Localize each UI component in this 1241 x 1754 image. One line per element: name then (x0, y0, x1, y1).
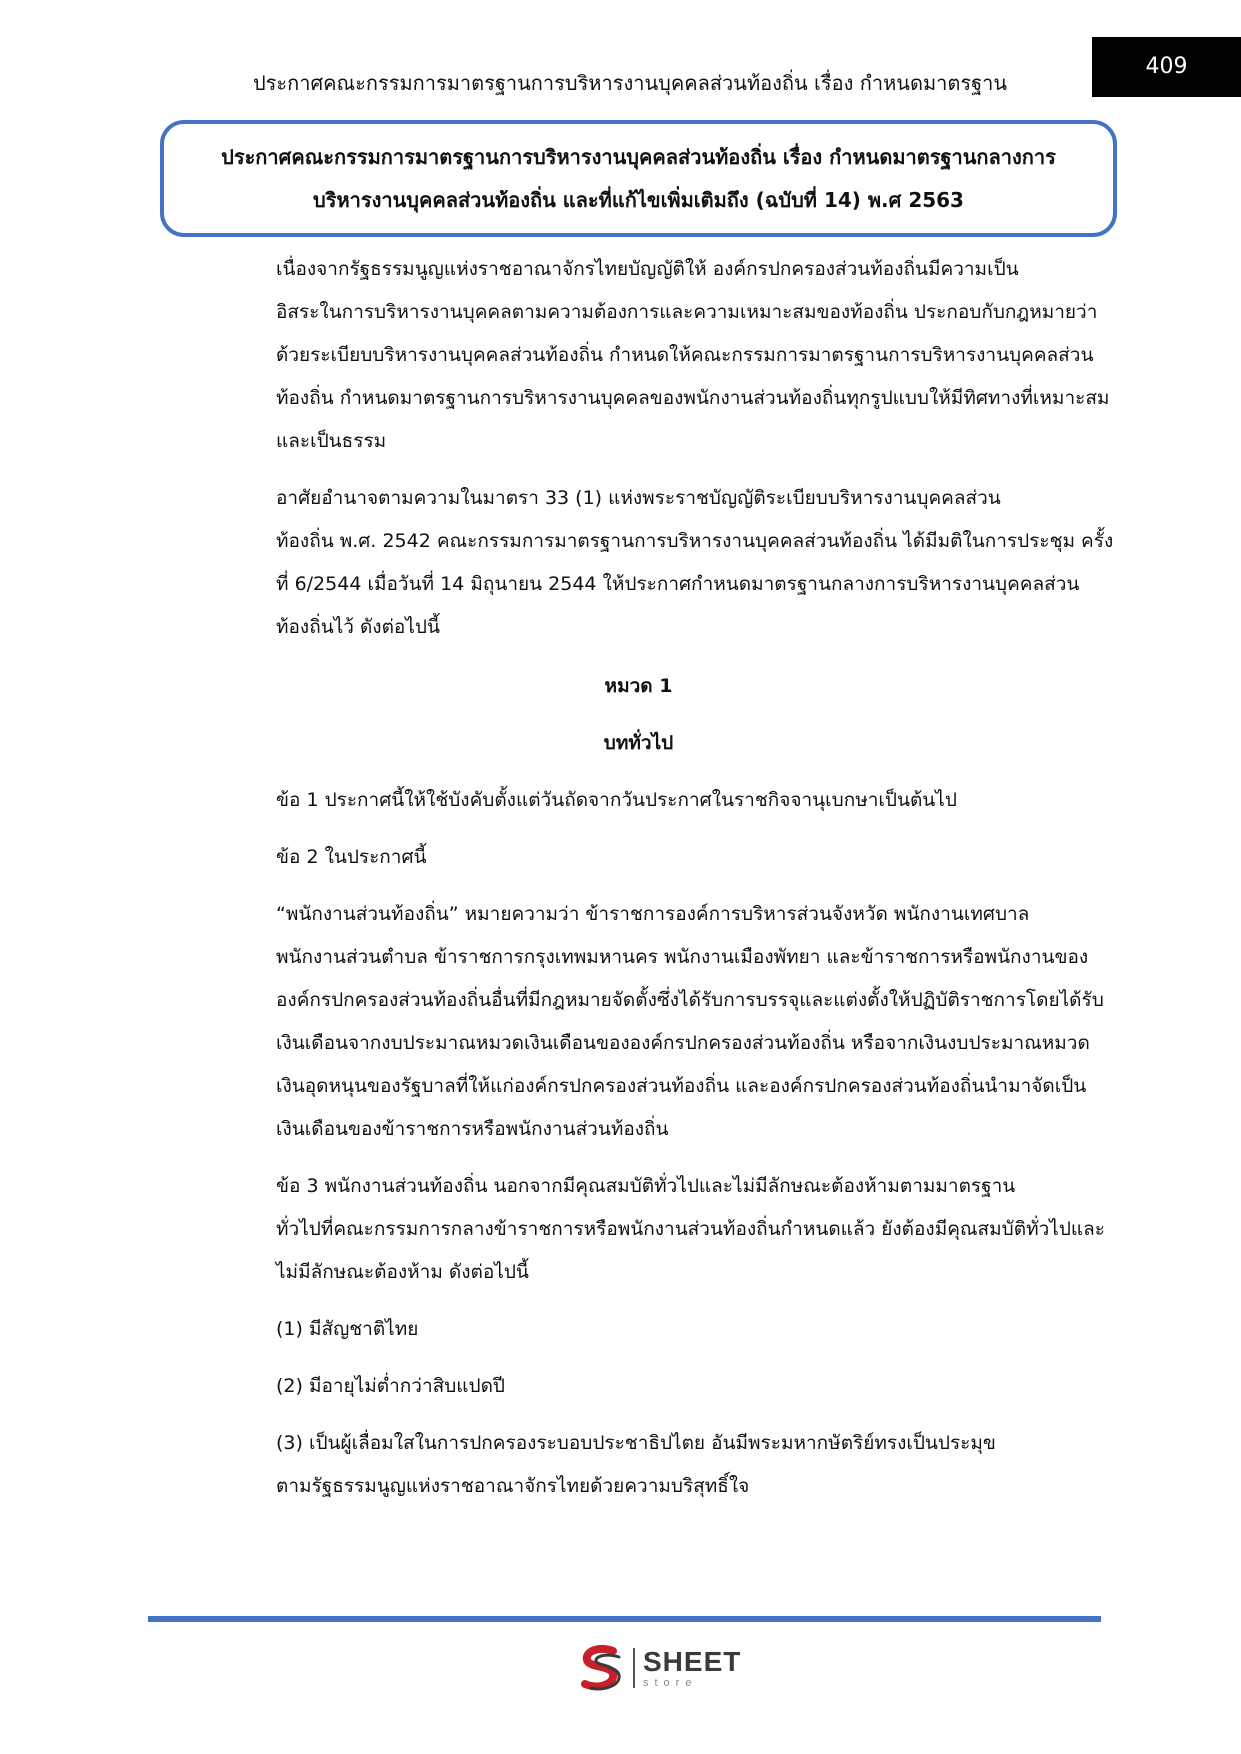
text-line: อาศัยอำนาจตามความในมาตรา 33 (1) แห่งพระราชบัญญัติระเบียบบริหารงานบุคคลส่วน (276, 487, 1001, 509)
text-line: ที่ 6/2544 เมื่อวันที่ 14 มิถุนายน 2544 ให้ประกาศกำหนดมาตรฐานกลางการบริหารงานบุคคลส่วน (276, 573, 1080, 595)
authority-paragraph (188, 477, 1114, 649)
sheet-store-logo (575, 1642, 741, 1694)
logo-word: SHEET (643, 1645, 742, 1677)
document-body (188, 248, 1114, 1508)
logo-subword: store (643, 1676, 698, 1689)
text-line: อิสระในการบริหารงานบุคคลตามความต้องการและความเหมาะสมของท้องถิ่น ประกอบกับกฎหมายว่า (276, 301, 1098, 323)
logo-divider (633, 1648, 635, 1688)
text-line: เงินอุดหนุนของรัฐบาลที่ให้แก่องค์กรปกครองส่วนท้องถิ่น และองค์กรปกครองส่วนท้องถิ่นนำมาจัดเป็น (276, 1075, 1087, 1097)
text-line: ข้อ 3 พนักงานส่วนท้องถิ่น นอกจากมีคุณสมบัติทั่วไปและไม่มีลักษณะต้องห้ามตามมาตรฐาน (276, 1175, 1016, 1197)
text-line: ไม่มีลักษณะต้องห้าม ดังต่อไปนี้ (276, 1261, 529, 1283)
chapter-number: หมวด 1 (604, 675, 673, 697)
list-item-1 (188, 1308, 1089, 1351)
document-title-line-1: ประกาศคณะกรรมการมาตรฐานการบริหารงานบุคคลส่วนท้องถิ่น เรื่อง กำหนดมาตรฐานกลางการ (221, 144, 1056, 169)
chapter-name: บททั่วไป (603, 732, 674, 754)
document-title-line-2: บริหารงานบุคคลส่วนท้องถิ่น และที่แก้ไขเพิ่มเติมถึง (ฉบับที่ 14) พ.ศ 2563 (313, 187, 964, 212)
clause-2 (188, 836, 1089, 879)
text-line: “พนักงานส่วนท้องถิ่น” หมายความว่า ข้าราชการองค์การบริหารส่วนจังหวัด พนักงานเทศบาล (276, 903, 1030, 925)
logo-wordmark (643, 1645, 742, 1689)
list-item-3 (188, 1422, 1089, 1508)
text-line: พนักงานส่วนตำบล ข้าราชการกรุงเทพมหานคร พนักงานเมืองพัทยา และข้าราชการหรือพนักงานของ (276, 946, 1089, 968)
definition-paragraph (188, 893, 1104, 1151)
preamble-paragraph (188, 248, 1110, 463)
text-line: ข้อ 2 ในประกาศนี้ (276, 846, 427, 868)
text-line: ท้องถิ่นไว้ ดังต่อไปนี้ (276, 616, 440, 638)
text-line: (3) เป็นผู้เลื่อมใสในการปกครองระบอบประชาธิปไตย อันมีพระมหากษัตริย์ทรงเป็นประมุข (276, 1432, 996, 1454)
text-line: ท้องถิ่น พ.ศ. 2542 คณะกรรมการมาตรฐานการบริหารงานบุคคลส่วนท้องถิ่น ได้มีมติในการประชุม ครั้ง (276, 530, 1114, 552)
document-title-box (160, 120, 1117, 237)
text-line: ด้วยระเบียบบริหารงานบุคคลส่วนท้องถิ่น กำหนดให้คณะกรรมการมาตรฐานการบริหารงานบุคคลส่วน (276, 344, 1094, 366)
text-line: ตามรัฐธรรมนูญแห่งราชอาณาจักรไทยด้วยความบริสุทธิ์ใจ (276, 1475, 750, 1497)
footer-divider (148, 1616, 1101, 1622)
clause-3 (188, 1165, 1105, 1294)
text-line: ทั่วไปที่คณะกรรมการกลางข้าราชการหรือพนักงานส่วนท้องถิ่นกำหนดแล้ว ยังต้องมีคุณสมบัติทั่วไปและ (276, 1218, 1105, 1240)
text-line: เงินเดือนของข้าราชการหรือพนักงานส่วนท้องถิ่น (276, 1118, 669, 1140)
text-line: และเป็นธรรม (276, 430, 387, 452)
text-line: เนื่องจากรัฐธรรมนูญแห่งราชอาณาจักรไทยบัญญัติให้ องค์กรปกครองส่วนท้องถิ่นมีความเป็น (276, 258, 1019, 280)
list-item-2 (188, 1365, 1089, 1408)
text-line: ท้องถิ่น กำหนดมาตรฐานการบริหารงานบุคคลของพนักงานส่วนท้องถิ่นทุกรูปแบบให้มีทิศทางที่เหมาะสม (276, 387, 1110, 409)
clause-1 (188, 779, 1089, 822)
text-line: (1) มีสัญชาติไทย (276, 1318, 419, 1340)
page-number: 409 (1092, 37, 1241, 97)
text-line: องค์กรปกครองส่วนท้องถิ่นอื่นที่มีกฎหมายจัดตั้งซึ่งได้รับการบรรจุและแต่งตั้งให้ปฏิบัติราชการโดยได้รับ (276, 989, 1104, 1011)
text-line: เงินเดือนจากงบประมาณหมวดเงินเดือนขององค์กรปกครองส่วนท้องถิ่น หรือจากเงินงบประมาณหมวด (276, 1032, 1090, 1054)
text-line: (2) มีอายุไม่ต่ำกว่าสิบแปดปี (276, 1375, 505, 1397)
text-line: ข้อ 1 ประกาศนี้ให้ใช้บังคับตั้งแต่วันถัดจากวันประกาศในราชกิจจานุเบกษาเป็นต้นไป (276, 789, 957, 811)
running-header: ประกาศคณะกรรมการมาตรฐานการบริหารงานบุคคลส่วนท้องถิ่น เรื่อง กำหนดมาตรฐาน (252, 71, 1008, 95)
sheet-store-logo-icon (575, 1642, 627, 1694)
